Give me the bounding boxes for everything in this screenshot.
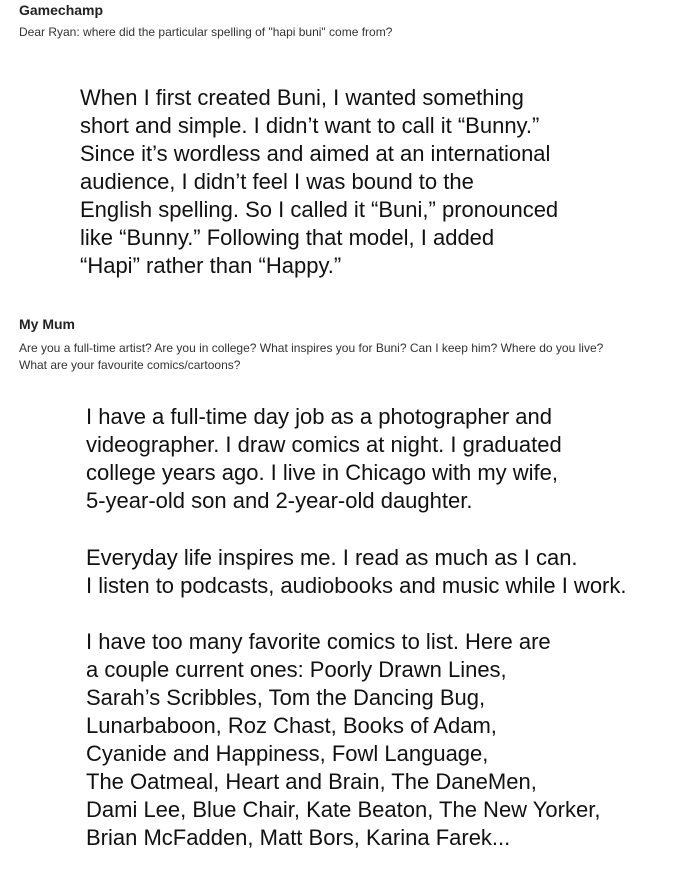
question-line: What are your favourite comics/cartoons? <box>19 358 241 372</box>
answer-line: I have too many favorite comics to list. Here are <box>86 629 551 654</box>
answer-line: videographer. I draw comics at night. I graduated <box>86 432 562 457</box>
answer-line: like “Bunny.” Following that model, I added <box>80 225 495 250</box>
answer-line: short and simple. I didn’t want to call it “Bunny.” <box>80 113 540 138</box>
answer-line: Since it’s wordless and aimed at an international <box>80 141 551 166</box>
answer-line: I listen to podcasts, audiobooks and music while I work. <box>86 573 627 598</box>
answer-line: audience, I didn’t feel I was bound to the <box>80 169 474 194</box>
question-line: Are you a full-time artist? Are you in college? What inspires you for Buni? Can I keep him? Where do you live? <box>19 341 604 355</box>
answer-line: college years ago. I live in Chicago with my wife, <box>86 460 558 485</box>
post-username[interactable]: Gamechamp <box>19 2 104 18</box>
answer-line: Dami Lee, Blue Chair, Kate Beaton, The New Yorker, <box>86 797 601 822</box>
answer-paragraph <box>86 628 600 852</box>
answer-line: 5-year-old son and 2-year-old daughter. <box>86 488 473 513</box>
answer-paragraph <box>86 544 627 600</box>
answer-paragraph <box>86 403 562 515</box>
post-question <box>19 340 603 374</box>
answer-paragraph <box>80 84 558 280</box>
answer-line: When I first created Buni, I wanted something <box>80 85 524 110</box>
answer-line: Sarah’s Scribbles, Tom the Dancing Bug, <box>86 685 486 710</box>
post-question: Dear Ryan: where did the particular spelling of "hapi buni" come from? <box>19 25 393 39</box>
answer-line: Everyday life inspires me. I read as much as I can. <box>86 545 578 570</box>
answer-line: English spelling. So I called it “Buni,” pronounced <box>80 197 559 222</box>
answer-line: Brian McFadden, Matt Bors, Karina Farek... <box>86 825 511 850</box>
answer-line: The Oatmeal, Heart and Brain, The DaneMen, <box>86 769 537 794</box>
post-username[interactable]: My Mum <box>19 316 75 332</box>
answer-line: Lunarbaboon, Roz Chast, Books of Adam, <box>86 713 497 738</box>
answer-line: Cyanide and Happiness, Fowl Language, <box>86 741 489 766</box>
answer-line: I have a full-time day job as a photographer and <box>86 404 552 429</box>
answer-line: “Hapi” rather than “Happy.” <box>80 253 342 278</box>
answer-line: a couple current ones: Poorly Drawn Lines, <box>86 657 507 682</box>
